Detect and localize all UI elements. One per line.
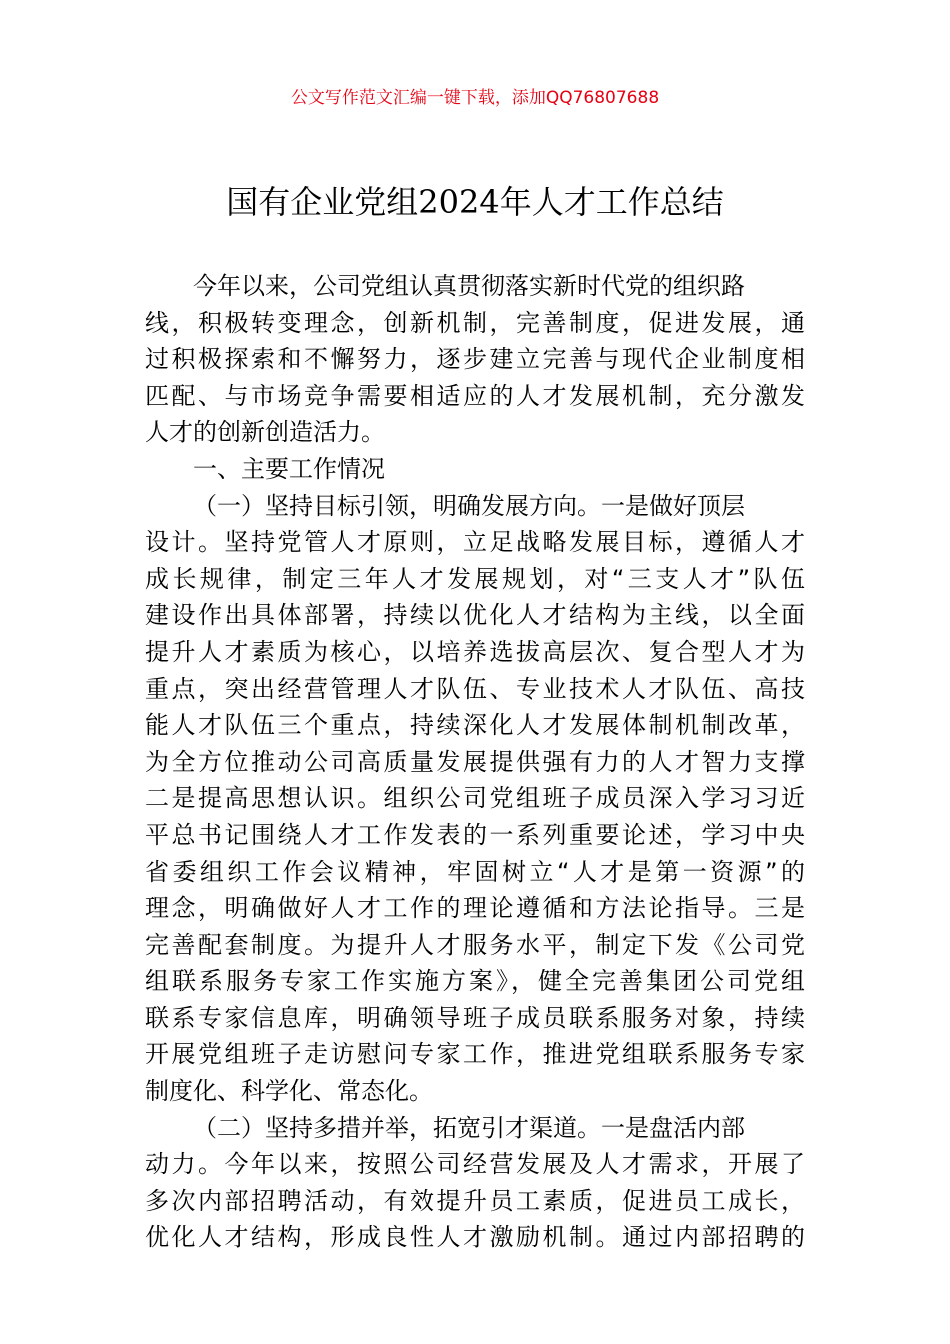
paragraph-line: 线，积极转变理念，创新机制，完善制度，促进发展，通 <box>145 308 805 337</box>
paragraph-line: 提升人才素质为核心，以培养选拔高层次、复合型人才为 <box>145 637 805 666</box>
document-body <box>145 268 805 1256</box>
promo-banner: 公文写作范文汇编一键下载，添加QQ76807688 <box>290 88 660 108</box>
paragraph-line: 多次内部招聘活动，有效提升员工素质，促进员工成长， <box>145 1186 805 1215</box>
paragraph-line: 重点，突出经营管理人才队伍、专业技术人才队伍、高技 <box>145 674 805 703</box>
paragraph-line: 设计。坚持党管人才原则，立足战略发展目标，遵循人才 <box>145 528 805 557</box>
paragraph-line: 过积极探索和不懈努力，逐步建立完善与现代企业制度相 <box>145 345 805 374</box>
paragraph-line: 成长规律，制定三年人才发展规划，对“三支人才”队伍 <box>145 564 805 593</box>
paragraph-line: 人才的创新创造活力。 <box>145 418 385 447</box>
paragraph-line: 优化人才结构，形成良性人才激励机制。通过内部招聘的 <box>145 1223 805 1252</box>
paragraph-line: （一）坚持目标引领，明确发展方向。一是做好顶层 <box>193 491 745 520</box>
paragraph-line: 能人才队伍三个重点，持续深化人才发展体制机制改革， <box>145 711 805 740</box>
paragraph-line: （二）坚持多措并举，拓宽引才渠道。一是盘活内部 <box>193 1113 745 1142</box>
section-heading: 一、主要工作情况 <box>193 454 385 483</box>
paragraph-line: 为全方位推动公司高质量发展提供强有力的人才智力支撑 <box>145 747 805 776</box>
paragraph-line: 二是提高思想认识。组织公司党组班子成员深入学习习近 <box>145 784 805 813</box>
paragraph-line: 完善配套制度。为提升人才服务水平，制定下发《公司党 <box>145 930 805 959</box>
paragraph-line: 开展党组班子走访慰问专家工作，推进党组联系服务专家 <box>145 1040 805 1069</box>
paragraph-line: 今年以来，公司党组认真贯彻落实新时代党的组织路 <box>193 272 745 300</box>
paragraph-line: 理念，明确做好人才工作的理论遵循和方法论指导。三是 <box>145 894 805 923</box>
paragraph-line: 组联系服务专家工作实施方案》，健全完善集团公司党组 <box>145 967 805 996</box>
paragraph-line: 平总书记围绕人才工作发表的一系列重要论述，学习中央 <box>145 820 805 849</box>
paragraph-line: 匹配、与市场竞争需要相适应的人才发展机制，充分激发 <box>145 381 805 410</box>
paragraph-line: 动力。今年以来，按照公司经营发展及人才需求，开展了 <box>145 1150 805 1179</box>
paragraph-line: 制度化、科学化、常态化。 <box>145 1077 433 1106</box>
document-title: 国有企业党组2024年人才工作总结 <box>226 183 724 221</box>
paragraph-line: 联系专家信息库，明确领导班子成员联系服务对象，持续 <box>145 1003 805 1032</box>
paragraph-line: 建设作出具体部署，持续以优化人才结构为主线，以全面 <box>145 601 805 630</box>
paragraph-line: 省委组织工作会议精神，牢固树立“人才是第一资源”的 <box>145 857 805 886</box>
